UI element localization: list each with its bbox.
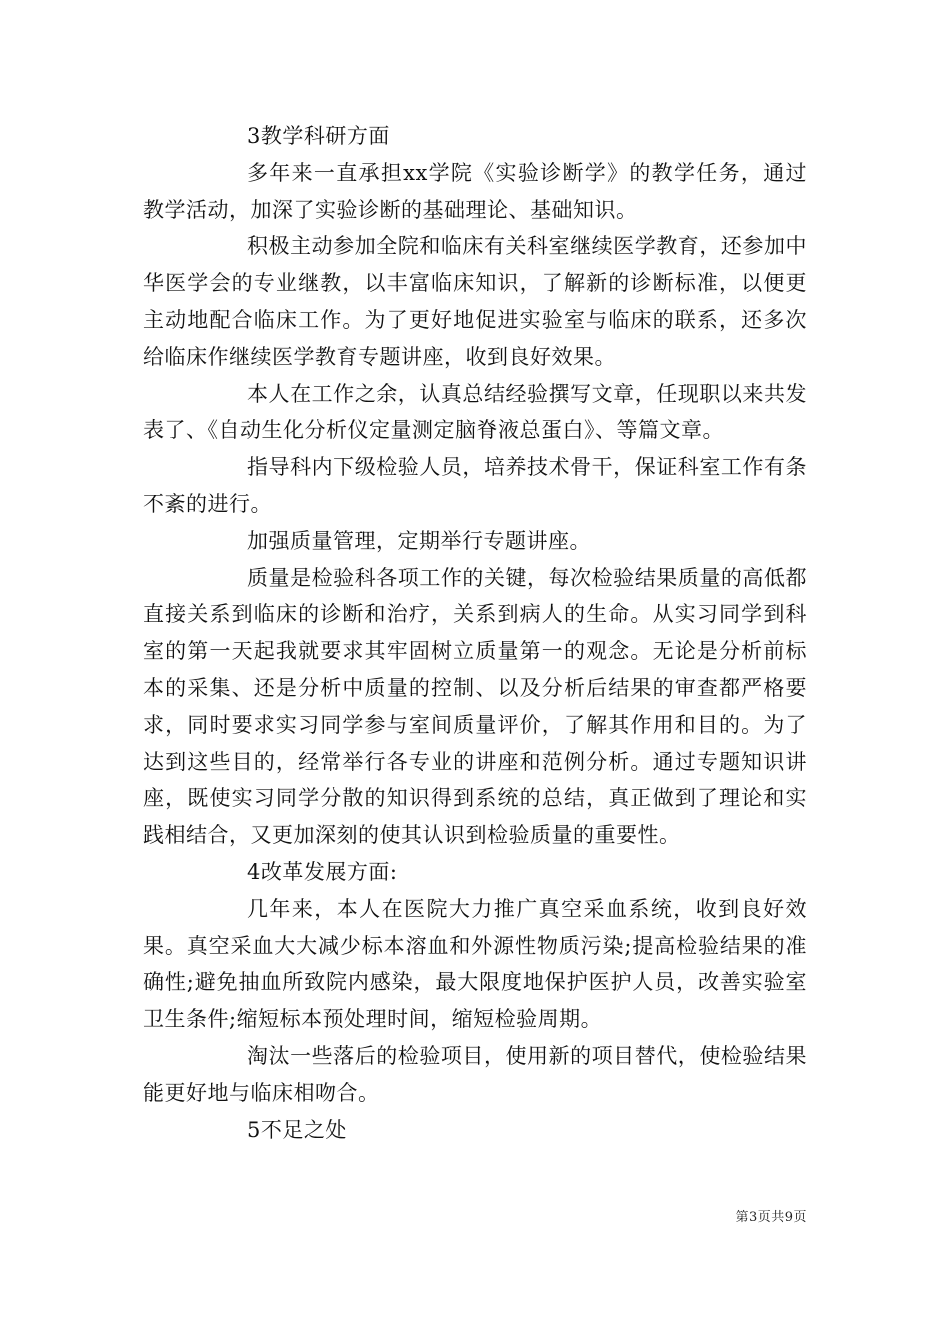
paragraph-obsolete-tests: 淘汰一些落后的检验项目，使用新的项目替代，使检验结果能更好地与临床相吻合。 — [143, 1043, 807, 1105]
paragraph-quality-key: 质量是检验科各项工作的关键，每次检验结果质量的高低都直接关系到临床的诊断和治疗，关系到病人的生命。从实习同学到科室的第一天起我就要求其牢固树立质量第一的观念。无论是分析前标本的采集、还是分析中质量的控制、以及分析后结果的审查都严格要求，同时要求实习同学参与室间质量评价，了解其作用和目的。为了达到这些目的，经常举行各专业的讲座和范例分析。通过专题知识讲座，既使实习同学分散的知识得到系统的总结，真正做到了理论和实践相结合，又更加深刻的使其认识到检验质量的重要性。 — [143, 565, 807, 848]
paragraph-staff-guidance: 指导科内下级检验人员，培养技术骨干，保证科室工作有条不紊的进行。 — [143, 455, 807, 516]
paragraph-publications: 本人在工作之余，认真总结经验撰写文章，任现职以来共发表了、《自动生化分析仪定量测定脑脊液总蛋白》、等篇文章。 — [143, 381, 807, 443]
paragraph-vacuum-blood-collection: 几年来，本人在医院大力推广真空采血系统，收到良好效果。真空采血大大减少标本溶血和外源性物质污染;提高检验结果的准确性;避免抽血所致院内感染，最大限度地保护医护人员，改善实验室卫生条件;缩短标本预处理时间，缩短检验周期。 — [143, 896, 807, 1032]
page-number-footer: 第3页共9页 — [735, 1210, 807, 1225]
paragraph-quality-management: 加强质量管理，定期举行专题讲座。 — [247, 528, 591, 553]
section-heading-teaching-research: 3教学科研方面 — [247, 124, 390, 148]
section-heading-shortcomings: 5不足之处 — [247, 1117, 347, 1142]
paragraph-continuing-education: 积极主动参加全院和临床有关科室继续医学教育，还参加中华医学会的专业继教，以丰富临床知识，了解新的诊断标准，以便更主动地配合临床工作。为了更好地促进实验室与临床的联系，还多次给临床作继续医学教育专题讲座，收到良好效果。 — [143, 234, 807, 369]
paragraph-teaching-tasks: 多年来一直承担xx学院《实验诊断学》的教学任务，通过教学活动，加深了实验诊断的基础理论、基础知识。 — [143, 160, 807, 222]
section-heading-reform-development: 4改革发展方面: — [247, 859, 398, 884]
document-body — [143, 118, 807, 1148]
